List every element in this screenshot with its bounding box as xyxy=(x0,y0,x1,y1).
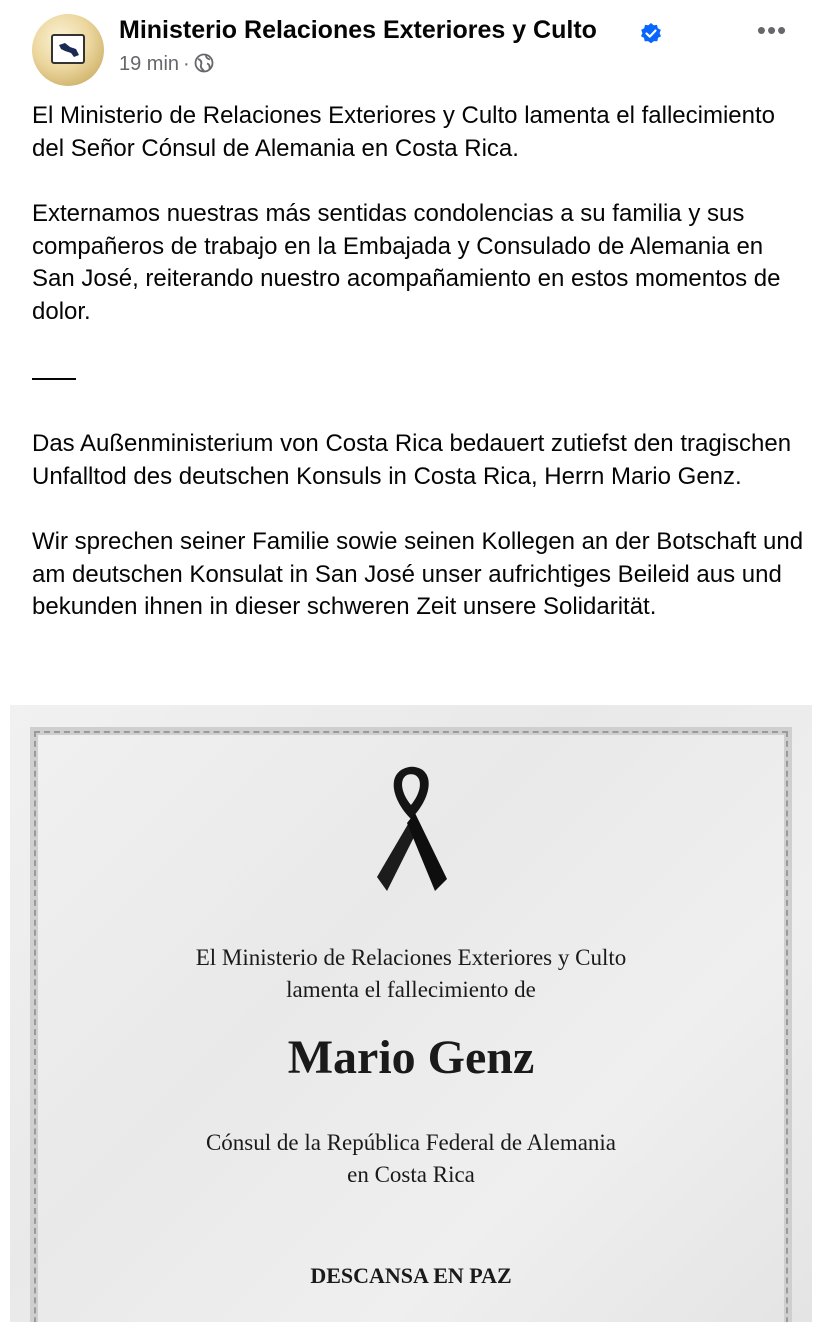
post-meta xyxy=(119,53,214,76)
globe-icon[interactable] xyxy=(194,53,214,73)
coat-of-arms-logo xyxy=(51,34,85,64)
mourning-ribbon-icon xyxy=(363,763,459,895)
condolence-card-image[interactable] xyxy=(10,705,812,1322)
card-role-line-1: Cónsul de la República Federal de Alemania xyxy=(205,1130,617,1155)
deceased-name: Mario Genz xyxy=(287,1031,535,1084)
page-name-link[interactable]: Ministerio Relaciones Exteriores y Culto xyxy=(119,16,597,44)
paragraph-es-2: Externamos nuestras más sentidas condolencias a su familia y sus compañeros de trabajo en la Embajada y Consulado de Alemania en San José, reiterando nuestro acompañamiento en estos momentos de dolor. xyxy=(32,200,781,325)
paragraph-es-1: El Ministerio de Relaciones Exteriores y Culto lamenta el fallecimiento del Señor Cónsul de Alemania en Costa Rica. xyxy=(32,102,775,162)
card-role-line-2: en Costa Rica xyxy=(347,1162,475,1187)
paragraph-de-2: Wir sprechen seiner Familie sowie seinen Kollegen an der Botschaft und am deutschen Konsulat in San José unser aufrichtiges Beileid aus und bekunden ihnen in dieser schweren Zeit unsere Solidarität. xyxy=(32,528,804,620)
more-options-button[interactable]: ••• xyxy=(756,15,788,45)
page-avatar[interactable] xyxy=(32,14,104,86)
post-message xyxy=(32,100,812,624)
card-closing: DESCANSA EN PAZ xyxy=(310,1263,512,1288)
paragraph-de-1: Das Außenministerium von Costa Rica bedauert zutiefst den tragischen Unfalltod des deutschen Konsuls in Costa Rica, Herrn Mario Genz. xyxy=(32,430,792,490)
post-header xyxy=(0,0,834,96)
card-text-line-1: El Ministerio de Relaciones Exteriores y Culto xyxy=(195,945,627,970)
post-timestamp[interactable]: 19 min xyxy=(119,53,180,75)
meta-separator: · xyxy=(183,53,190,75)
verified-badge-icon xyxy=(639,22,663,46)
card-text-line-2: lamenta el fallecimiento de xyxy=(286,977,536,1002)
